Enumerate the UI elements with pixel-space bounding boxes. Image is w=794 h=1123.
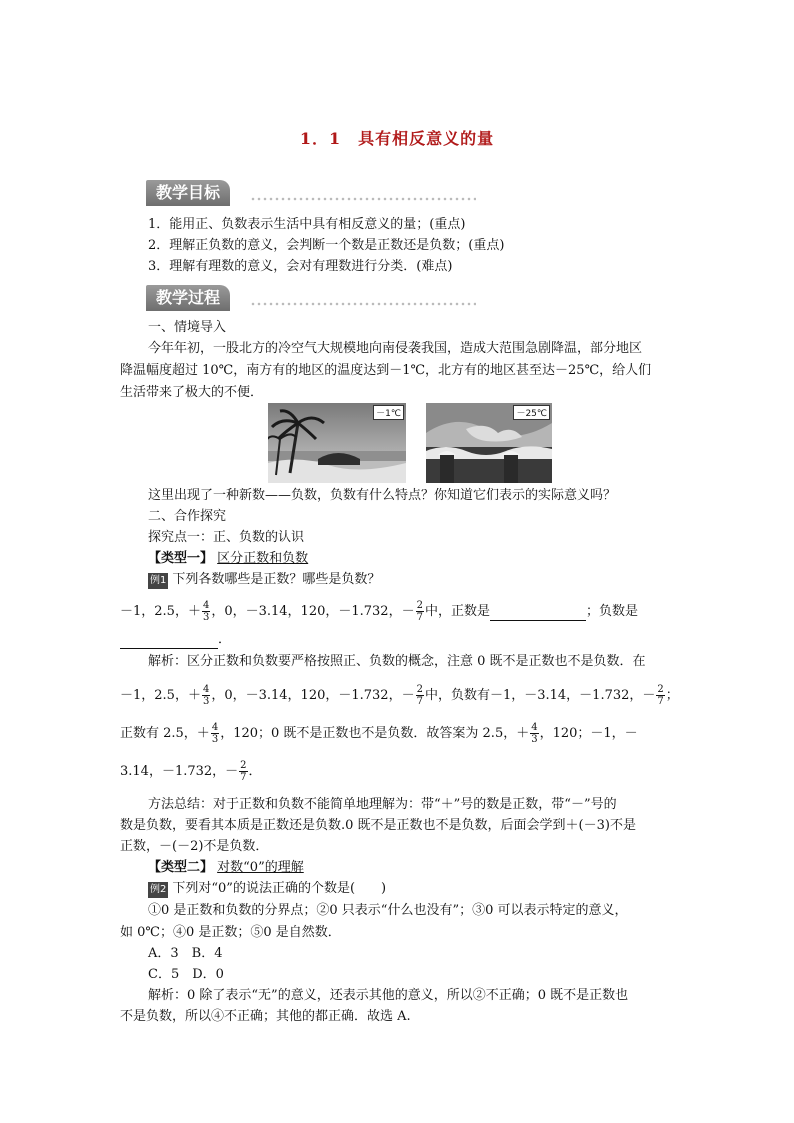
method-summary-line: 正数，－(－2)不是负数． bbox=[120, 839, 269, 854]
intro-question: 这里出现了一种新数——负数，负数有什么特点？你知道它们表示的实际意义吗？ bbox=[148, 488, 617, 503]
prompt-text: ；负数是 bbox=[585, 604, 638, 619]
answer-blank-negative[interactable] bbox=[120, 632, 218, 649]
number-list: －1，2.5，＋ bbox=[120, 604, 201, 619]
numerator: 4 bbox=[202, 600, 210, 611]
options-line: A．3 B．4 bbox=[148, 946, 223, 961]
text: 正数有 2.5，＋ bbox=[120, 726, 210, 741]
example-badge: 例2 bbox=[148, 882, 168, 898]
goal-item: 3．理解有理数的意义，会对有理数进行分类．(难点) bbox=[148, 259, 453, 274]
section-label: 教学过程 bbox=[146, 285, 230, 311]
text: ，120；0 既不是正数也不是负数．故答案为 2.5，＋ bbox=[220, 726, 530, 741]
example-1-question bbox=[148, 572, 380, 589]
type-title: 对数“0”的理解 bbox=[217, 860, 304, 875]
beach-photo bbox=[268, 403, 406, 483]
fraction-2-7 bbox=[416, 600, 424, 623]
numerator: 4 bbox=[531, 722, 538, 733]
numerator: 2 bbox=[240, 760, 247, 771]
denominator: 3 bbox=[202, 612, 210, 623]
denominator: 7 bbox=[416, 696, 423, 707]
options-line: C．5 D．0 bbox=[148, 967, 224, 982]
text: ，120；－1，－ bbox=[539, 726, 638, 741]
analysis-line bbox=[120, 760, 262, 783]
text: ； bbox=[665, 688, 679, 703]
numerator: 2 bbox=[657, 684, 664, 695]
text: ，0，－3.14，120，－1.732，－ bbox=[211, 688, 415, 703]
number-list: ，0，－3.14，120，－1.732，－ bbox=[211, 604, 415, 619]
section-label: 教学目标 bbox=[146, 180, 230, 206]
denominator: 7 bbox=[657, 696, 664, 707]
type-title: 区分正数和负数 bbox=[217, 551, 309, 566]
type-tag: 【类型二】 bbox=[148, 860, 214, 875]
analysis-line: 解析：0 除了表示“无”的意义，还表示其他的意义，所以②不正确；0 既不是正数也 bbox=[148, 988, 629, 1003]
numerator: 4 bbox=[202, 684, 210, 695]
paragraph-line: 今年年初，一股北方的冷空气大规模地向南侵袭我国，造成大范围急剧降温，部分地区 bbox=[148, 341, 643, 356]
example-2-question bbox=[148, 881, 386, 898]
prompt-text: 中，正数是 bbox=[424, 604, 490, 619]
type-2-heading bbox=[148, 860, 304, 876]
question-text: 下列各数哪些是正数？哪些是负数？ bbox=[172, 572, 381, 587]
explore-point-1: 探究点一：正、负数的认识 bbox=[148, 530, 305, 545]
fraction-2-7 bbox=[239, 760, 247, 783]
denominator: 7 bbox=[416, 612, 423, 623]
example-1-blank-line bbox=[120, 632, 231, 649]
explore-heading: 二、合作探究 bbox=[148, 509, 227, 524]
analysis-line bbox=[120, 722, 638, 745]
example-badge: 例1 bbox=[148, 573, 168, 589]
temperature-tag: －1℃ bbox=[373, 405, 404, 420]
denominator: 3 bbox=[531, 734, 538, 745]
denominator: 3 bbox=[211, 734, 219, 745]
analysis-line bbox=[120, 684, 679, 707]
denominator: 7 bbox=[240, 772, 247, 783]
goal-item: 2．理解正负数的意义，会判断一个数是正数还是负数；(重点) bbox=[148, 238, 505, 253]
fraction-4-3 bbox=[211, 722, 219, 745]
fraction-2-7 bbox=[656, 684, 664, 707]
paragraph-line: 降温幅度超过 10℃，南方有的地区的温度达到－1℃，北方有的地区甚至达－25℃，给人们 bbox=[120, 363, 652, 378]
numerator: 2 bbox=[416, 684, 423, 695]
statement-line: 如 0℃；④0 是正数；⑤0 是自然数． bbox=[120, 925, 341, 940]
text: 中，负数有－1，－3.14，－1.732，－ bbox=[424, 688, 656, 703]
example-1-numbers bbox=[120, 600, 638, 623]
type-1-heading bbox=[148, 551, 308, 567]
dotted-rule bbox=[250, 196, 476, 202]
analysis-line: 不是负数，所以④不正确；其他的都正确．故选 A. bbox=[120, 1009, 411, 1024]
text: －1，2.5，＋ bbox=[120, 688, 201, 703]
intro-heading: 一、情境导入 bbox=[148, 320, 227, 335]
method-summary-line: 方法总结：对于正数和负数不能简单地理解为：带“＋”号的数是正数，带“－”号的 bbox=[148, 797, 617, 812]
fraction-4-3 bbox=[202, 684, 210, 707]
page-title: 1．1 具有相反意义的量 bbox=[299, 129, 495, 148]
paragraph-line: 生活带来了极大的不便． bbox=[120, 385, 264, 400]
fraction-4-3 bbox=[202, 600, 210, 623]
dotted-rule bbox=[250, 301, 476, 307]
analysis-line: 解析：区分正数和负数要严格按照正、负数的概念，注意 0 既不是正数也不是负数．在 bbox=[148, 654, 646, 669]
method-summary-line: 数是负数，要看其本质是正数还是负数.0 既不是正数也不是负数，后面会学到＋(－3)不是 bbox=[120, 818, 636, 833]
period: ． bbox=[218, 632, 232, 647]
numerator: 2 bbox=[416, 600, 423, 611]
statement-line: ①0 是正数和负数的分界点；②0 只表示“什么也没有”；③0 可以表示特定的意义， bbox=[148, 903, 628, 918]
section-header-teaching-process bbox=[146, 285, 476, 311]
text: ． bbox=[248, 764, 262, 779]
section-header-teaching-goals bbox=[146, 180, 476, 206]
fraction-4-3 bbox=[530, 722, 538, 745]
fraction-2-7 bbox=[416, 684, 424, 707]
denominator: 3 bbox=[202, 696, 210, 707]
numerator: 4 bbox=[211, 722, 219, 733]
text: 3.14，－1.732，－ bbox=[120, 764, 239, 779]
type-tag: 【类型一】 bbox=[148, 551, 214, 566]
question-text: 下列对“0”的说法正确的个数是( ) bbox=[172, 881, 387, 896]
goal-item: 1．能用正、负数表示生活中具有相反意义的量；(重点) bbox=[148, 217, 466, 232]
temperature-tag: －25℃ bbox=[513, 405, 550, 420]
snow-photo bbox=[426, 403, 552, 483]
answer-blank-positive[interactable] bbox=[490, 604, 586, 621]
